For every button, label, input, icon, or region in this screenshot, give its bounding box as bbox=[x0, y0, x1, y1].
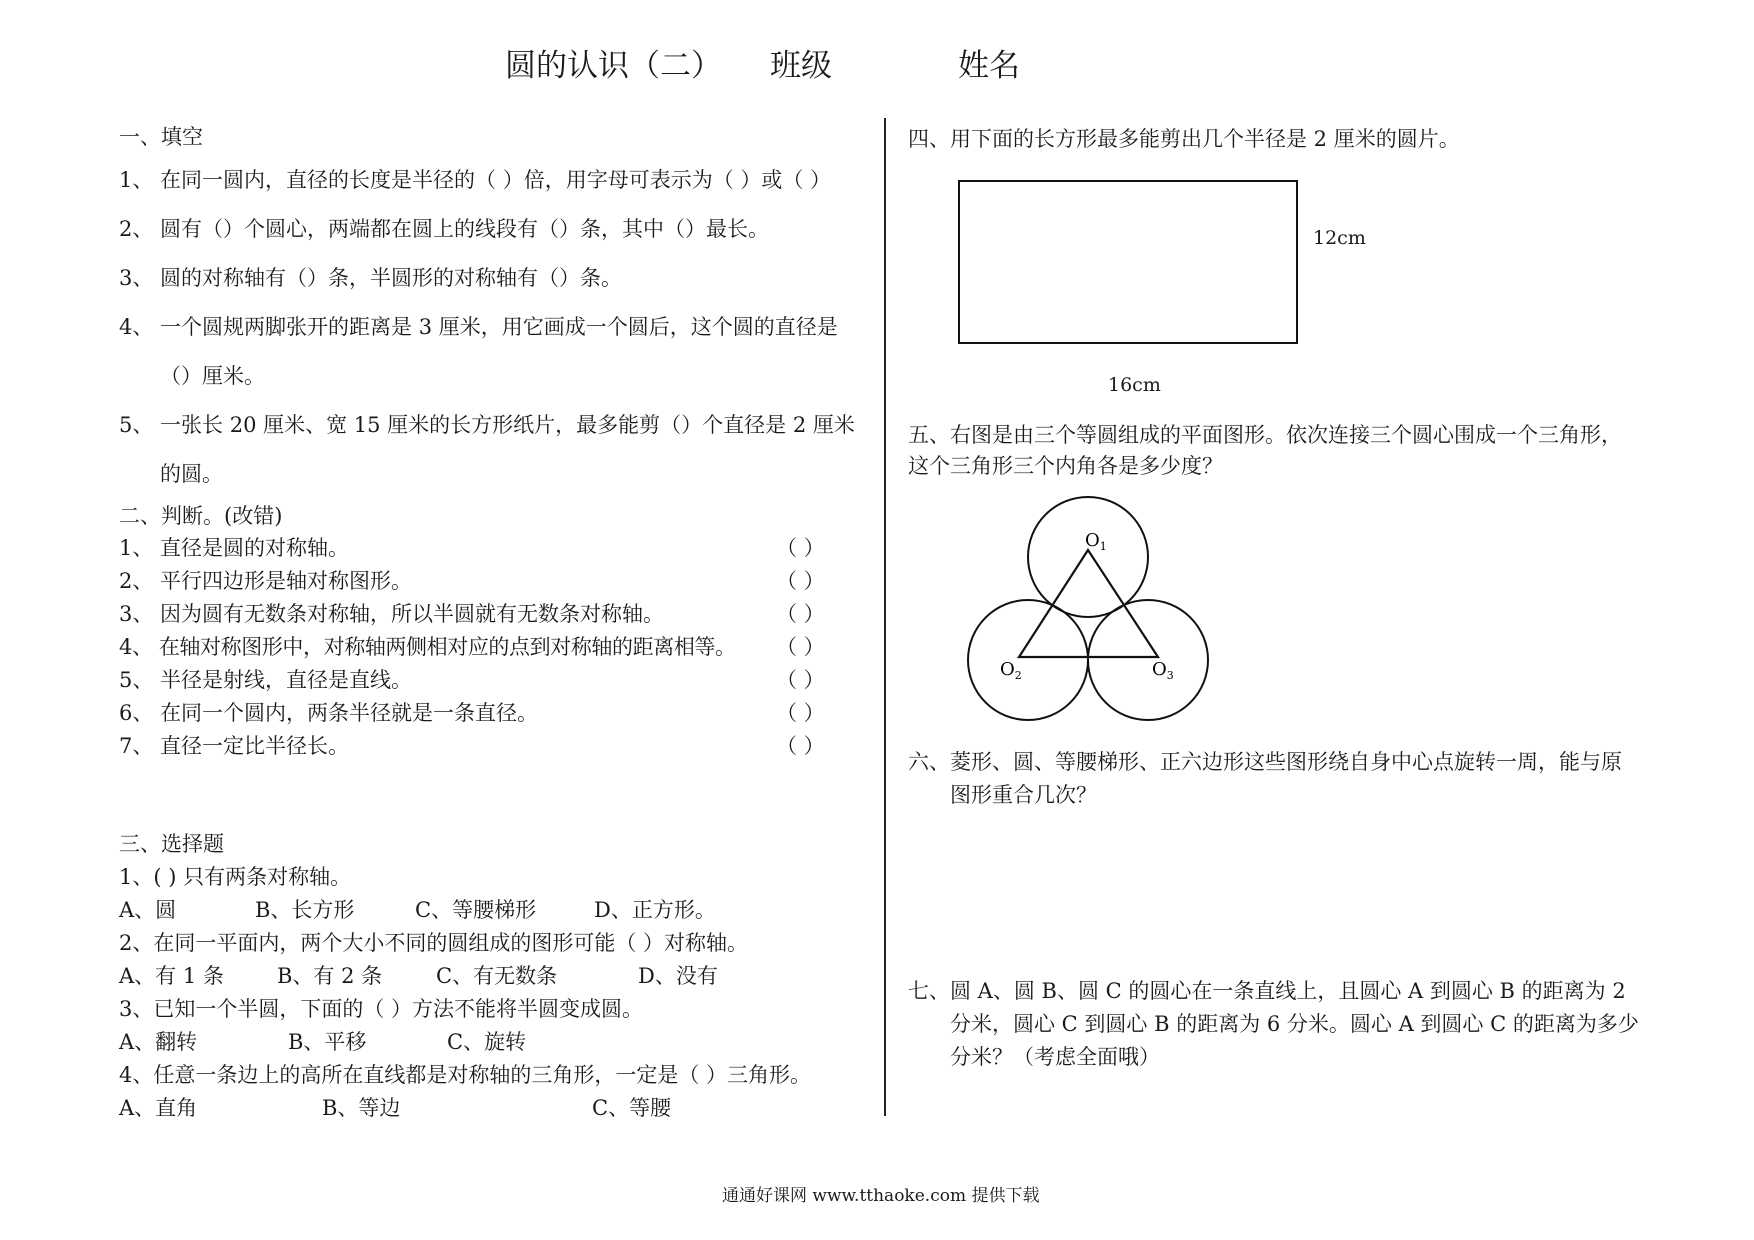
question-1-1: 1、 在同一圆内，直径的长度是半径的（ ）倍，用字母可表示为（ ）或（ ） bbox=[119, 168, 832, 192]
choice-option[interactable]: A、直角 bbox=[119, 1096, 198, 1120]
choice-question-3: 3、已知一个半圆，下面的（ ）方法不能将半圆变成圆。 bbox=[119, 997, 644, 1021]
choice-option[interactable]: C、有无数条 bbox=[436, 964, 558, 988]
section-heading: 一、填空 bbox=[119, 125, 203, 149]
question-6-line2: 图形重合几次？ bbox=[950, 783, 1097, 807]
question-1-4-line1: 4、 一个圆规两脚张开的距离是 3 厘米，用它画成一个圆后，这个圆的直径是 bbox=[119, 315, 838, 339]
rectangle-height-label: 12cm bbox=[1313, 227, 1366, 249]
choice-question-1: 1、( ) 只有两条对称轴。 bbox=[119, 865, 352, 889]
judge-answer-bracket[interactable]: （ ） bbox=[776, 569, 825, 593]
question-1-5-line1: 5、 一张长 20 厘米、宽 15 厘米的长方形纸片，最多能剪（）个直径是 2 厘米 bbox=[119, 413, 855, 437]
circle-o1 bbox=[1028, 497, 1148, 617]
choice-option[interactable]: D、正方形。 bbox=[594, 898, 716, 922]
judge-item-3: 3、 因为圆有无数条对称轴，所以半圆就有无数条对称轴。 bbox=[119, 602, 665, 626]
judge-answer-bracket[interactable]: （ ） bbox=[776, 536, 825, 560]
question-1-5-line2: 的圆。 bbox=[160, 462, 223, 486]
circle-o3 bbox=[1088, 600, 1208, 720]
circle-o2 bbox=[968, 600, 1088, 720]
label-o2: $O_2$ bbox=[1000, 659, 1022, 682]
class-label: 班级 bbox=[770, 48, 832, 84]
section-heading: 二、判断。(改错) bbox=[119, 504, 283, 528]
footer-source: 通通好课网 www.tthaoke.com 提供下载 bbox=[722, 1186, 1040, 1206]
question-6-line1: 六、菱形、圆、等腰梯形、正六边形这些图形绕自身中心点旋转一周，能与原 bbox=[908, 750, 1622, 774]
choice-option[interactable]: A、圆 bbox=[119, 898, 177, 922]
choice-option[interactable]: C、等腰 bbox=[592, 1096, 672, 1120]
center-triangle bbox=[1019, 550, 1158, 657]
choice-option[interactable]: C、旋转 bbox=[447, 1030, 527, 1054]
judge-item-6: 6、 在同一个圆内，两条半径就是一条直径。 bbox=[119, 701, 539, 725]
choice-option[interactable]: C、等腰梯形 bbox=[415, 898, 537, 922]
question-4-text: 四、用下面的长方形最多能剪出几个半径是 2 厘米的圆片。 bbox=[908, 127, 1460, 151]
choice-option[interactable]: B、长方形 bbox=[255, 898, 355, 922]
judge-item-4: 4、 在轴对称图形中，对称轴两侧相对应的点到对称轴的距离相等。 bbox=[119, 635, 736, 659]
question-1-3: 3、 圆的对称轴有（）条，半圆形的对称轴有（）条。 bbox=[119, 266, 623, 290]
question-5-line1: 五、右图是由三个等圆组成的平面图形。依次连接三个圆心围成一个三角形， bbox=[908, 423, 1622, 447]
three-circles-figure bbox=[960, 490, 1220, 730]
judge-answer-bracket[interactable]: （ ） bbox=[776, 602, 825, 626]
choice-option[interactable]: A、有 1 条 bbox=[119, 964, 224, 988]
question-7-line3: 分米？（考虑全面哦） bbox=[950, 1045, 1160, 1069]
choice-question-2: 2、在同一平面内，两个大小不同的圆组成的图形可能（ ）对称轴。 bbox=[119, 931, 749, 955]
judge-answer-bracket[interactable]: （ ） bbox=[776, 668, 825, 692]
rectangle-width-label: 16cm bbox=[1108, 374, 1161, 396]
judge-item-1: 1、 直径是圆的对称轴。 bbox=[119, 536, 350, 560]
judge-answer-bracket[interactable]: （ ） bbox=[776, 635, 825, 659]
choice-option[interactable]: B、平移 bbox=[288, 1030, 367, 1054]
question-7-line1: 七、圆 A、圆 B、圆 C 的圆心在一条直线上，且圆心 A 到圆心 B 的距离为 2 bbox=[908, 979, 1626, 1003]
column-divider bbox=[884, 118, 886, 1116]
question-5-line2: 这个三角形三个内角各是多少度？ bbox=[908, 454, 1223, 478]
judge-answer-bracket[interactable]: （ ） bbox=[776, 734, 825, 758]
choice-option[interactable]: B、有 2 条 bbox=[277, 964, 383, 988]
choice-option[interactable]: B、等边 bbox=[322, 1096, 401, 1120]
judge-item-7: 7、 直径一定比半径长。 bbox=[119, 734, 350, 758]
judge-answer-bracket[interactable]: （ ） bbox=[776, 701, 825, 725]
question-1-2: 2、 圆有（）个圆心，两端都在圆上的线段有（）条，其中（）最长。 bbox=[119, 217, 770, 241]
worksheet-title: 圆的认识（二） bbox=[505, 48, 722, 84]
section-heading: 三、选择题 bbox=[119, 832, 224, 856]
question-1-4-line2: （）厘米。 bbox=[160, 364, 265, 388]
rectangle-figure bbox=[958, 180, 1298, 344]
choice-option[interactable]: D、没有 bbox=[638, 964, 718, 988]
judge-item-2: 2、 平行四边形是轴对称图形。 bbox=[119, 569, 413, 593]
label-o3: $O_3$ bbox=[1152, 659, 1174, 682]
choice-question-4: 4、任意一条边上的高所在直线都是对称轴的三角形，一定是（ ）三角形。 bbox=[119, 1063, 812, 1087]
choice-option[interactable]: A、翻转 bbox=[119, 1030, 198, 1054]
name-label: 姓名 bbox=[958, 48, 1020, 84]
label-o1: $O_1$ bbox=[1085, 530, 1107, 553]
judge-item-5: 5、 半径是射线，直径是直线。 bbox=[119, 668, 413, 692]
question-7-line2: 分米，圆心 C 到圆心 B 的距离为 6 分米。圆心 A 到圆心 C 的距离为多少 bbox=[950, 1012, 1639, 1036]
